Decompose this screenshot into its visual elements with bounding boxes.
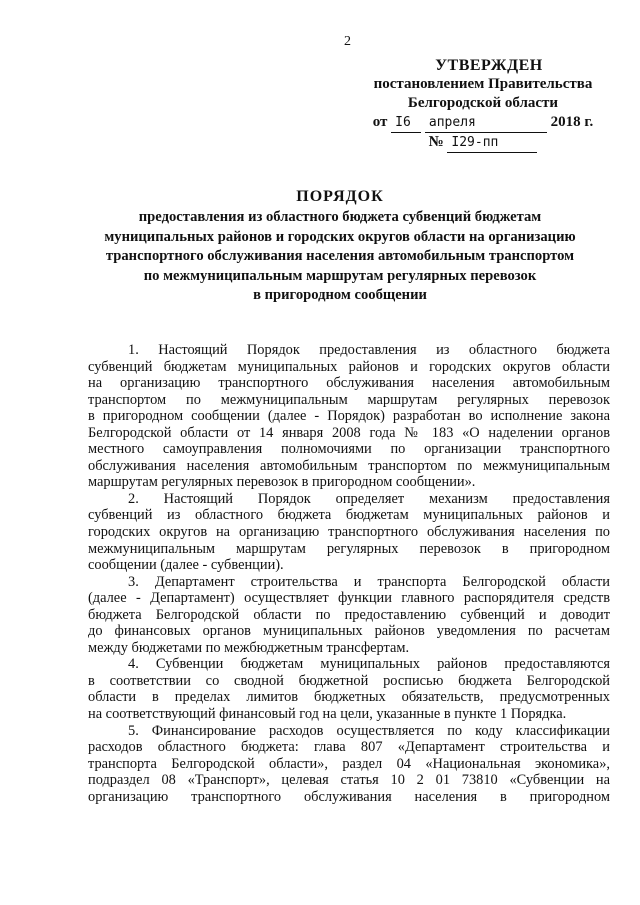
approval-date-month: апреля [425, 113, 547, 133]
paragraph-3-line: между бюджетами по межбюджетным трансфертам. [88, 639, 410, 656]
approval-date-year: 2018 г. [550, 114, 594, 130]
paragraph-5-line: транспорта Белгородской области», раздел 04 «Национальная экономика», [88, 755, 610, 772]
approval-date-day: I6 [391, 113, 421, 133]
subtitle-line: транспортного обслуживания населения автомобильным транспортом [105, 248, 575, 264]
paragraph-1-line: маршрутам регулярных перевозок в пригородном сообщении». [88, 474, 476, 491]
paragraph-4-line: на соответствующий финансовый год на цели, указанные в пункте 1 Порядка. [88, 706, 567, 723]
paragraph-2-line: 2. Настоящий Порядок определяет механизм предоставления [128, 490, 610, 507]
paragraph-3-line: бюджета Белгородской области по предоставлению субвенций и доводит [88, 606, 610, 623]
subtitle-line: муниципальных районов и городских округов области на организацию [104, 228, 576, 245]
paragraph-4-line: в соответствии со сводной бюджетной росписью бюджета Белгородской [88, 672, 610, 689]
paragraph-4-line: области в пределах лимитов бюджетных обязательств, предусмотренных [88, 689, 610, 706]
approval-date-prefix: от [372, 114, 388, 130]
approval-stamp-block [352, 56, 614, 153]
subtitle-line: по межмуниципальным маршрутам регулярных перевозок [143, 267, 537, 284]
paragraph-3-line: до финансовых органов муниципальных районов уведомления по расчетам [88, 623, 610, 640]
paragraph-2-line: межмуниципальным маршрутам регулярных перевозок в пригородном [88, 540, 610, 557]
subtitle-line: в пригородном сообщении [253, 287, 427, 303]
paragraph-5-line: подраздел 08 «Транспорт», целевая статья 10 2 01 73810 «Субвенции на [88, 772, 610, 789]
paragraph-1-line: субвенций бюджетам муниципальных районов и городских округов области [88, 358, 610, 375]
page-number: 2 [344, 34, 351, 49]
paragraph-5-line: расходов областного бюджета: глава 807 «Департамент строительства и [88, 739, 610, 756]
paragraph-1-line: транспортом по межмуниципальным маршрутам регулярных перевозок [88, 391, 610, 408]
approval-number-prefix: № [428, 134, 444, 150]
paragraph-2-line: городских округов на организацию транспортного обслуживания населения по [88, 524, 610, 541]
paragraph-3-line: (далее - Департамент) осуществляет функции главного распорядителя средств [88, 590, 610, 607]
approval-number-line [352, 133, 614, 153]
paragraph-1-line: обслуживания населения автомобильным транспортом по межмуниципальным [88, 457, 610, 474]
paragraph-1-line: Белгородской области от 14 января 2008 года № 183 «О наделении органов [88, 424, 610, 441]
document-title: ПОРЯДОК [296, 188, 384, 205]
paragraph-4-line: 4. Субвенции бюджетам муниципальных районов предоставляются [128, 656, 610, 673]
approval-date-line [352, 113, 614, 133]
paragraph-1-line: в пригородном сообщении (далее - Порядок) разработан во исполнение закона [88, 408, 610, 425]
approval-title: УТВЕРЖДЕН [435, 57, 543, 74]
paragraph-1-line: на организацию транспортного обслуживания населения автомобильным [88, 375, 610, 392]
approval-number-value: I29-пп [447, 133, 537, 153]
paragraph-2-line: субвенций из областного бюджета бюджетам муниципальных районов и [88, 507, 610, 524]
paragraph-1-line: 1. Настоящий Порядок предоставления из областного бюджета [128, 342, 610, 358]
approval-line-2: Белгородской области [407, 95, 559, 111]
paragraph-5-line: организацию транспортного обслуживания населения в пригородном [88, 788, 610, 805]
paragraph-5-line: 5. Финансирование расходов осуществляется по коду классификации [128, 722, 610, 739]
document-body [88, 342, 610, 805]
paragraph-2-line: сообщении (далее - субвенции). [88, 557, 284, 574]
document-subtitle [60, 208, 620, 306]
subtitle-line: предоставления из областного бюджета субвенций бюджетам [138, 209, 542, 225]
paragraph-3-line: 3. Департамент строительства и транспорта Белгородской области [128, 573, 610, 590]
paragraph-1-line: местного самоуправления полномочиями по организации транспортного [88, 441, 610, 458]
approval-line-1: постановлением Правительства [373, 76, 593, 92]
